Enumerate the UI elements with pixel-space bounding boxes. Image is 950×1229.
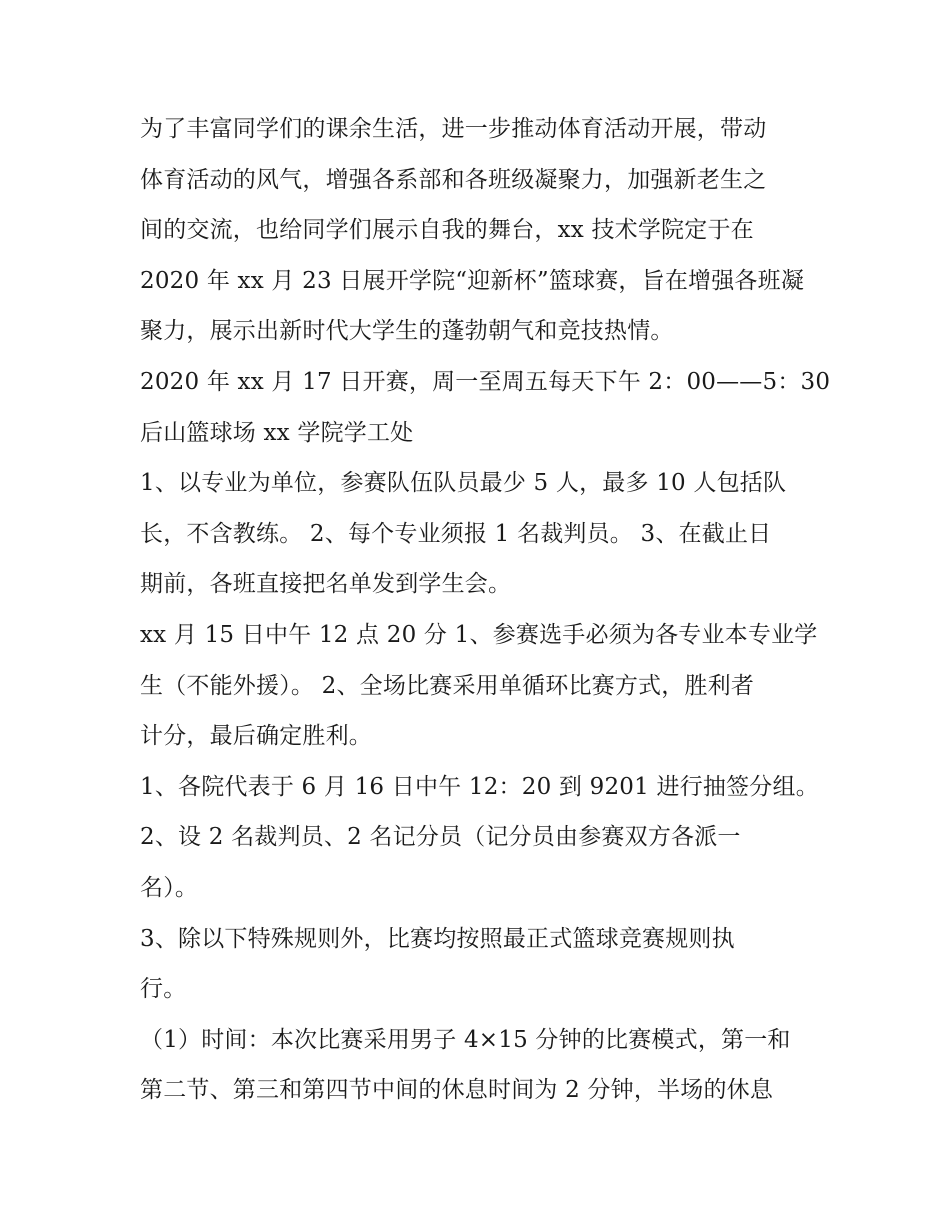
text-line: 名）。 — [140, 874, 199, 901]
text-line: 计分，最后确定胜利。 — [140, 723, 372, 750]
text-line: 1、各院代表于 6 月 16 日中午 12：20 到 9201 进行抽签分组。 — [140, 773, 819, 800]
document-body — [140, 104, 831, 1116]
text-line: 长，不含教练。 2、每个专业须报 1 名裁判员。 3、在截止日 — [140, 520, 772, 547]
text-line: 聚力，展示出新时代大学生的蓬勃朝气和竞技热情。 — [140, 318, 674, 345]
text-line: 间的交流，也给同学们展示自我的舞台，xx 技术学院定于在 — [140, 217, 754, 244]
text-line: （1）时间：本次比赛采用男子 4×15 分钟的比赛模式，第一和 — [140, 1026, 791, 1053]
text-line: 1、以专业为单位，参赛队伍队员最少 5 人，最多 10 人包括队 — [140, 470, 787, 497]
text-line: 2020 年 xx 月 23 日展开学院“迎新杯”篮球赛，旨在增强各班凝 — [140, 267, 805, 294]
text-line: 为了丰富同学们的课余生活，进一步推动体育活动开展，带动 — [140, 116, 767, 142]
text-line: 3、除以下特殊规则外，比赛均按照最正式篮球竞赛规则执 — [140, 925, 735, 952]
text-line: 行。 — [140, 976, 187, 1003]
text-line: 体育活动的风气，增强各系部和各班级凝聚力，加强新老生之 — [140, 166, 767, 193]
text-line: 期前，各班直接把名单发到学生会。 — [140, 571, 512, 598]
text-line: 后山篮球场 xx 学院学工处 — [140, 419, 414, 446]
text-line: 2020 年 xx 月 17 日开赛，周一至周五每天下午 2：00——5：30 — [140, 368, 831, 395]
text-line: 第二节、第三和第四节中间的休息时间为 2 分钟，半场的休息 — [140, 1077, 774, 1104]
text-line: 生（不能外援）。 2、全场比赛采用单循环比赛方式，胜利者 — [140, 672, 755, 699]
text-line: xx 月 15 日中午 12 点 20 分 1、参赛选手必须为各专业本专业学 — [140, 621, 818, 648]
text-line: 2、设 2 名裁判员、2 名记分员（记分员由参赛双方各派一 — [140, 824, 741, 851]
